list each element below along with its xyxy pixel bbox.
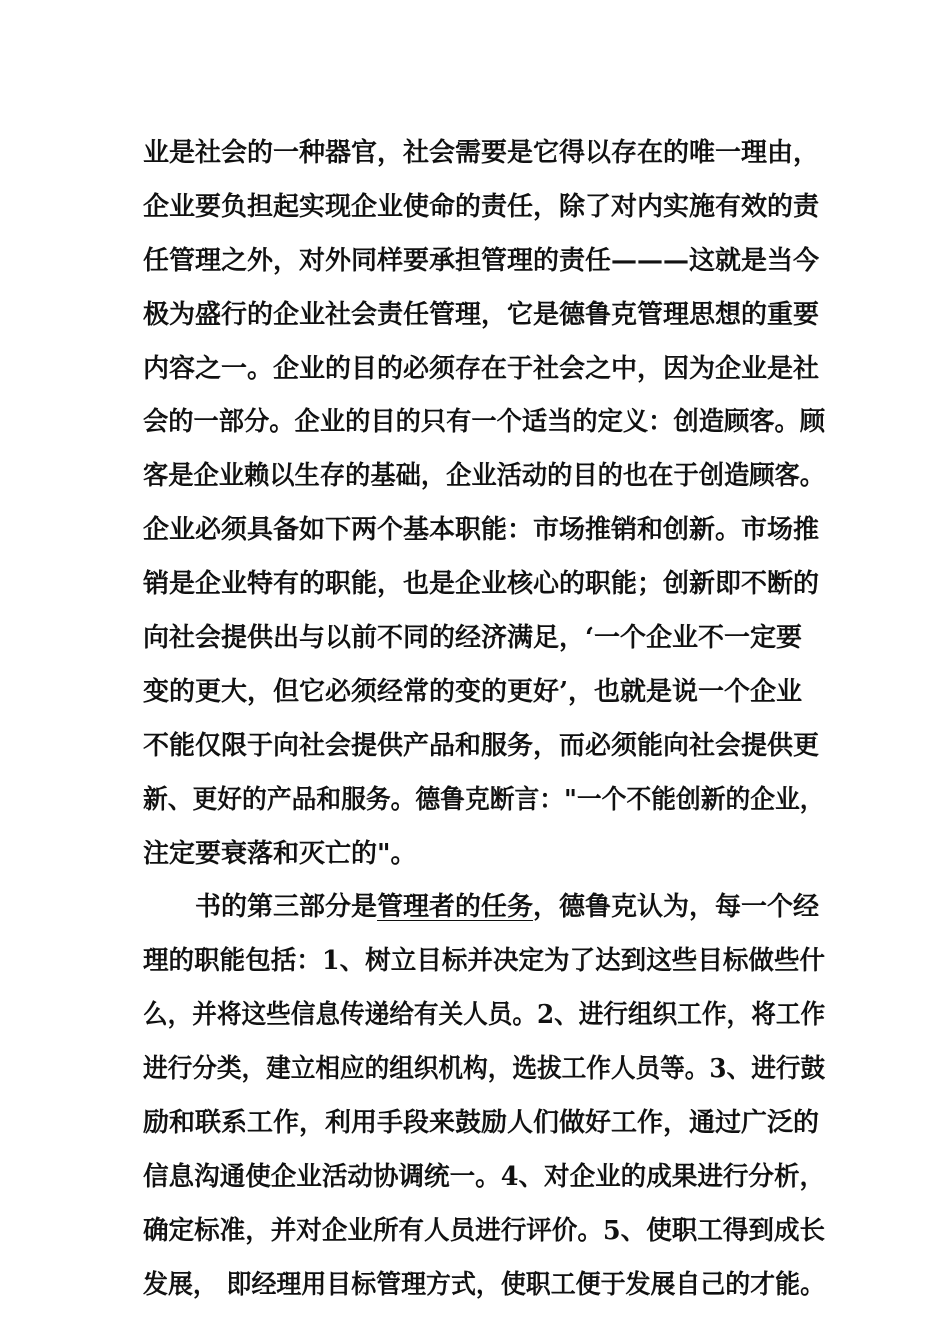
- text-segment: ，德鲁克认为，每一个经: [533, 892, 820, 923]
- underlined-term: 管理者的任务: [377, 892, 534, 923]
- text-line: 变的更大，但它必须经常的变的更好’，也就是说一个企业: [143, 676, 803, 707]
- text-line: 极为盛行的企业社会责任管理，它是德鲁克管理思想的重要: [143, 299, 820, 330]
- text-line: 业是社会的一种器官，社会需要是它得以存在的唯一理由，: [143, 138, 820, 168]
- text-line: 注定要衰落和灭亡的"。: [143, 838, 417, 869]
- text-line: 理的职能包括：1、树立目标并决定为了达到这些目标做些什: [143, 946, 826, 977]
- body-text: [143, 127, 826, 1313]
- text-line: 不能仅限于向社会提供产品和服务，而必须能向社会提供更: [143, 730, 820, 761]
- text-line: 么，并将这些信息传递给有关人员。2、进行组织工作，将工作: [143, 1000, 826, 1031]
- text-segment: 书的第三部分是: [195, 892, 378, 923]
- text-line: 励和联系工作，利用手段来鼓励人们做好工作，通过广泛的: [143, 1108, 820, 1139]
- text-line: 发展， 即经理用目标管理方式，使职工便于发展自己的才能。: [143, 1269, 826, 1300]
- text-line: 会的一部分。企业的目的只有一个适当的定义：创造顾客。顾: [143, 407, 826, 438]
- text-line: 信息沟通使企业活动协调统一。4、对企业的成果进行分析，: [143, 1161, 826, 1192]
- text-line: 销是企业特有的职能，也是企业核心的职能；创新即不断的: [143, 569, 820, 600]
- text-line: 确定标准，并对企业所有人员进行评价。5、使职工得到成长: [143, 1215, 826, 1246]
- text-line: 企业必须具备如下两个基本职能：市场推销和创新。市场推: [143, 515, 820, 546]
- text-line: 新、更好的产品和服务。德鲁克断言："一个不能创新的企业，: [143, 784, 825, 815]
- text-line: 企业要负担起实现企业使命的责任，除了对内实施有效的责: [143, 191, 820, 222]
- text-line: 客是企业赖以生存的基础，企业活动的目的也在于创造顾客。: [143, 461, 826, 492]
- text-line: 进行分类，建立相应的组织机构，选拔工作人员等。3、进行鼓: [143, 1054, 826, 1085]
- text-line: 向社会提供出与以前不同的经济满足，‘一个企业不一定要: [143, 623, 803, 654]
- paragraph-first-line: [143, 881, 823, 935]
- text-line: 内容之一。企业的目的必须存在于社会之中，因为企业是社: [143, 353, 820, 384]
- text-line: 任管理之外，对外同样要承担管理的责任———这就是当今: [143, 245, 820, 276]
